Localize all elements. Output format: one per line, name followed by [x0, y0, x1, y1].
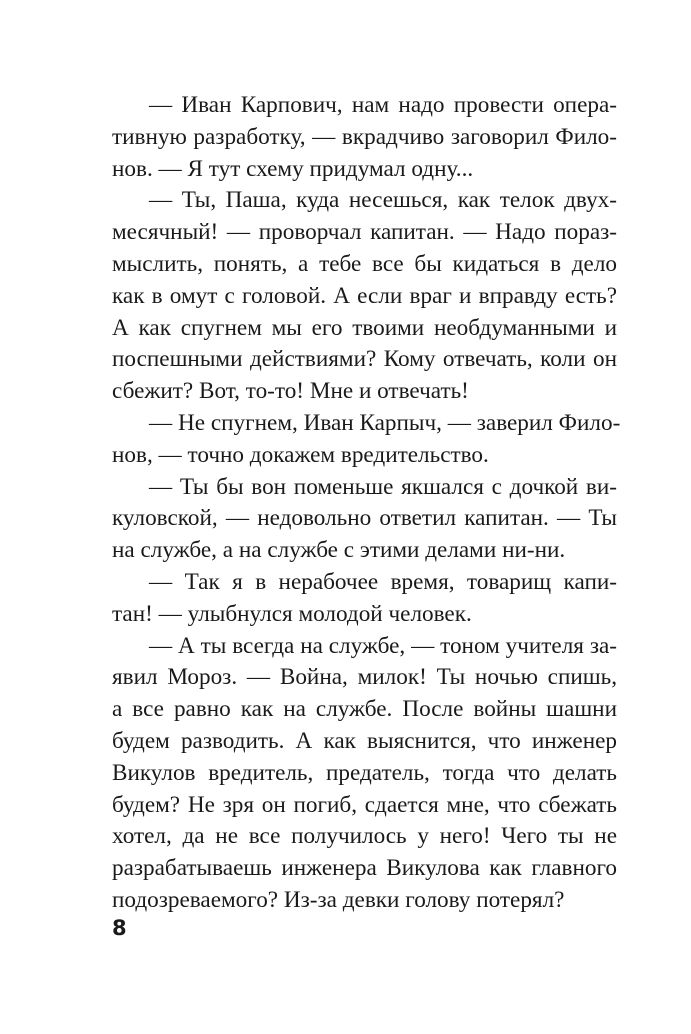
text-line: поспешными действиями? Кому отвечать, коли он [112, 346, 617, 373]
text-line: тивную разработку, — вкрадчиво заговорил Фило- [112, 123, 617, 150]
text-line: а все равно как на службе. После войны шашни [112, 696, 617, 723]
text-line: подозреваемого? Из-за девки голову потерял? [112, 886, 565, 913]
text-line: хотел, да не все получилось у него! Чего ты не [112, 823, 617, 850]
text-line: явил Мороз. — Война, милок! Ты ночью спишь, [112, 664, 617, 691]
text-line: месячный! — проворчал капитан. — Надо пораз- [112, 219, 617, 246]
text-line: — Ты, Паша, куда несешься, как телок двух- [149, 187, 617, 214]
text-line: нов, — точно докажем вредительство. [112, 441, 489, 468]
text-line: разрабатываешь инженера Викулова как главного [112, 855, 617, 882]
body-text [112, 90, 621, 917]
text-line: будем? Не зря он погиб, сдается мне, что сбежать [112, 791, 617, 818]
text-line: как в омут с головой. А если враг и вправду есть? [112, 282, 617, 309]
text-line: мыслить, понять, а тебе все бы кидаться в дело [112, 250, 617, 277]
text-line: куловской, — недовольно ответил капитан. — Ты [112, 505, 617, 532]
text-line: Викулов вредитель, предатель, тогда что делать [112, 759, 617, 786]
page-number: 8 [112, 916, 127, 940]
text-line: — Так я в нерабочее время, товарищ капи- [149, 568, 617, 595]
text-line: — Не спугнем, Иван Карпыч, — заверил Фило- [149, 409, 621, 436]
text-line: на службе, а на службе с этими делами ни-ни. [112, 537, 566, 564]
text-line: будем разводить. А как выяснится, что инженер [112, 727, 617, 754]
text-line: — Ты бы вон поменьше якшался с дочкой ви- [149, 473, 617, 500]
text-line: — А ты всегда на службе, — тоном учителя за- [149, 632, 617, 659]
text-line: сбежит? Вот, то-то! Мне и отвечать! [112, 378, 469, 405]
text-line: А как спугнем мы его твоими необдуманными и [112, 314, 617, 341]
text-line: — Иван Карпович, нам надо провести опера- [149, 92, 617, 118]
text-line: нов. — Я тут схему придумал одну... [112, 155, 474, 182]
text-line: тан! — улыбнулся молодой человек. [112, 600, 472, 627]
